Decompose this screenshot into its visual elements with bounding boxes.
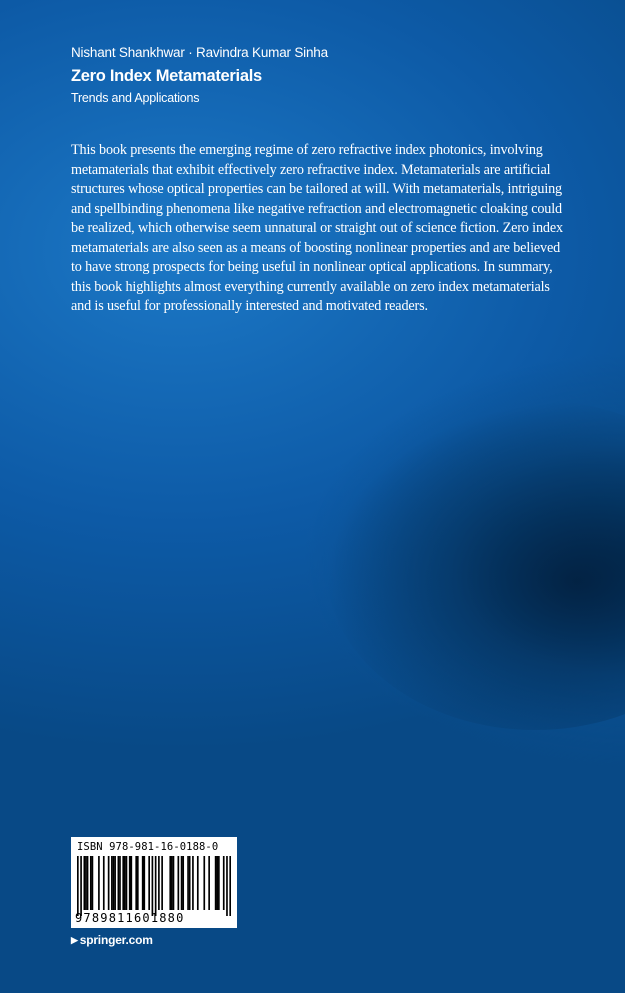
- barcode-bar: [118, 856, 120, 910]
- barcode-bar: [137, 856, 139, 910]
- barcode-bar: [98, 856, 100, 910]
- isbn-label: ISBN 978-981-16-0188-0: [77, 841, 219, 853]
- barcode-bar: [216, 856, 218, 910]
- barcode-bar: [129, 856, 131, 910]
- barcode-bar: [229, 856, 231, 916]
- barcode-bar: [181, 856, 183, 910]
- barcode-bar: [161, 856, 163, 910]
- barcode-bar: [182, 856, 184, 910]
- barcode-bar: [215, 856, 217, 910]
- barcode-bar: [152, 856, 154, 916]
- barcode-bar: [226, 856, 228, 916]
- barcode-bar: [80, 856, 82, 916]
- barcode-bar: [148, 856, 150, 910]
- barcode-bar: [197, 856, 199, 910]
- barcode-bar: [126, 856, 128, 910]
- barcode-bar: [90, 856, 92, 910]
- barcode-bar: [187, 856, 189, 910]
- barcode-bar: [111, 856, 113, 910]
- barcode-bar: [173, 856, 175, 910]
- barcode-bar: [178, 856, 180, 910]
- background-shadow: [325, 400, 625, 730]
- barcode-bar: [192, 856, 194, 910]
- barcode-bar: [83, 856, 85, 910]
- book-description: This book presents the emerging regime of zero refractive index photonics, involving metamaterials that exhibit effectively zero refractive index. Metamaterials are artificial structures whose optical properties can be tailored at will. With metamaterials, intriguing and spellbinding phenomena like negative refraction and electromagnetic cloaking could be realized, which otherwise seem unnatural or straight out of science fiction. Zero index metamaterials are also seen as a means of boosting nonlinear properties and are believed to have strong prospects for being useful in nonlinear optical applications. In summary, this book highlights almost everything currently available on zero index metamaterials and is useful for professionally interested and motivated readers.: [71, 142, 563, 314]
- barcode-bar: [158, 856, 160, 910]
- barcode-bar: [77, 856, 79, 916]
- barcode-bar: [155, 856, 157, 916]
- barcode-bar: [85, 856, 87, 910]
- barcode-bar: [171, 856, 173, 910]
- barcode-bar: [208, 856, 210, 910]
- publisher-link[interactable]: [71, 932, 153, 948]
- barcode-bar: [122, 856, 124, 910]
- barcode-bar: [103, 856, 105, 910]
- barcode-bar: [130, 856, 132, 910]
- isbn-barcode: [71, 837, 237, 928]
- barcode-bar: [189, 856, 191, 910]
- barcode-bar: [218, 856, 220, 910]
- book-subtitle: Trends and Applications: [71, 91, 200, 105]
- barcode-bar: [92, 856, 94, 910]
- barcode-bars: [77, 856, 231, 916]
- barcode-bar: [114, 856, 116, 910]
- barcode-bar: [119, 856, 121, 910]
- barcode-bar: [203, 856, 205, 910]
- barcode-bar: [108, 856, 110, 910]
- triangle-right-icon: ▶: [71, 935, 78, 945]
- barcode-bar: [223, 856, 225, 910]
- barcode-bar: [142, 856, 144, 910]
- publisher-url: springer.com: [79, 933, 153, 947]
- barcode-bar: [169, 856, 171, 910]
- barcode-bar: [135, 856, 137, 910]
- barcode-bar: [87, 856, 89, 910]
- book-header: [71, 44, 571, 107]
- barcode-bar: [113, 856, 115, 910]
- barcode-bar: [124, 856, 126, 910]
- authors: Nishant Shankhwar · Ravindra Kumar Sinha: [71, 45, 328, 60]
- book-title: Zero Index Metamaterials: [71, 67, 262, 85]
- ean-digits: 9789811601880: [75, 911, 185, 925]
- barcode-bar: [143, 856, 145, 910]
